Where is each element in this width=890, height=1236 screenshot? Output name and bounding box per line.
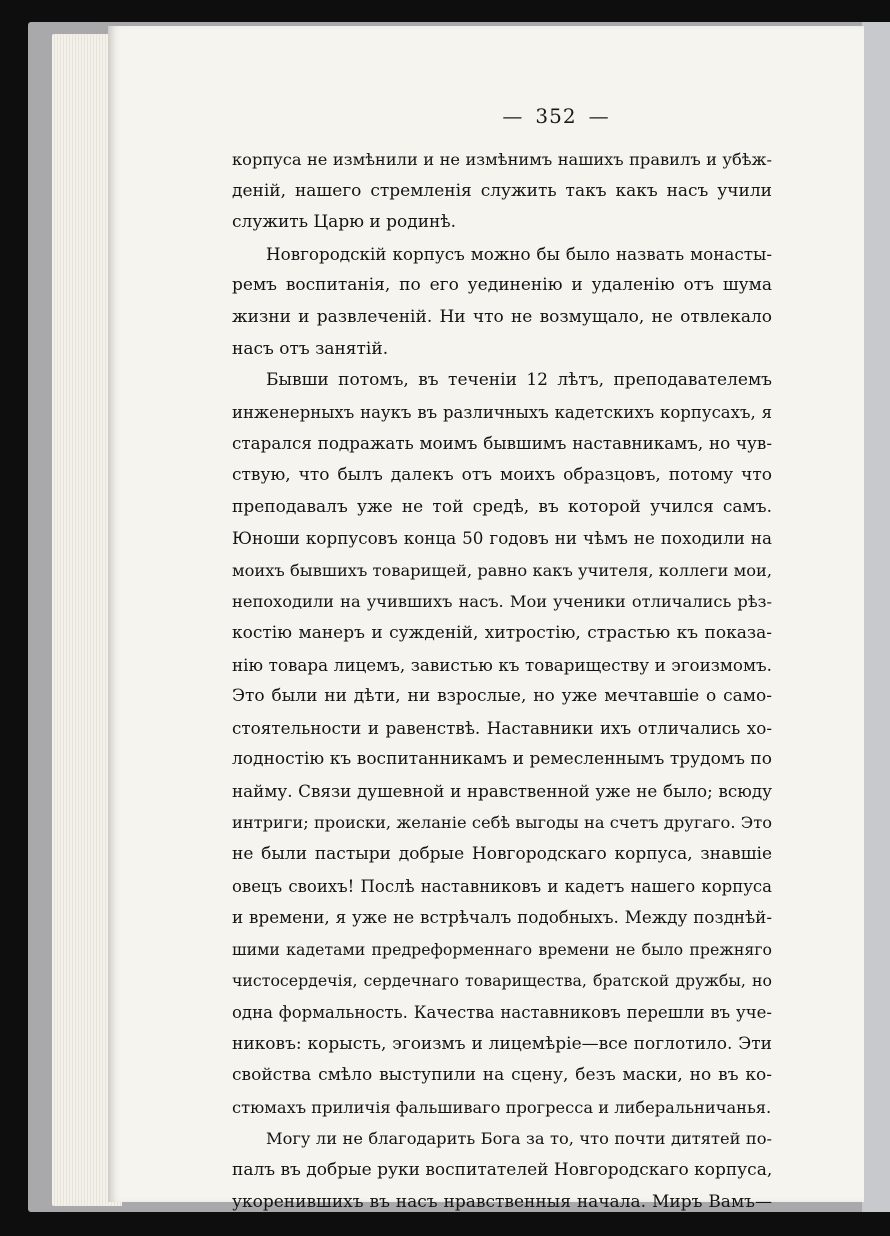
text-line: Новгородскій корпусъ можно бы было назвать монасты- [266,243,772,264]
text-line: непоходили на учившихъ насъ. Мои ученики отличались рѣз- [232,592,772,612]
text-line: костію манеръ и сужденій, хитростію, страстью къ показа- [232,622,772,643]
book-cover-edge [862,22,890,1212]
book-page [108,26,864,1212]
header-dash-left: — [502,104,524,128]
text-line: деній, нашего стремленія служить такъ какъ насъ учили [232,180,772,201]
text-line: чистосердечія, сердечнаго товарищества, братской дружбы, но [232,971,772,991]
text-line: стюмахъ приличія фальшиваго прогресса и либеральничанья. [232,1097,772,1117]
text-line: Могу ли не благодарить Бога за то, что почти дитятей по- [266,1129,772,1149]
text-line: овецъ своихъ! Послѣ наставниковъ и кадетъ нашего корпуса [232,876,772,896]
text-line: не были пастыри добрые Новгородскаго корпуса, знавшіе [232,844,772,865]
page-header [108,104,864,128]
text-line: старался подражать моимъ бывшимъ наставникамъ, но чув- [232,433,772,454]
page-number: 352 [535,104,577,128]
text-line: лодностію къ воспитанникамъ и ремесленнымъ трудомъ по [232,749,772,770]
text-line: Это были ни дѣти, ни взрослые, но уже мечтавшіе о само- [232,686,772,707]
text-line: палъ въ добрые руки воспитателей Новгородскаго корпуса, [232,1160,773,1180]
text-line: никовъ: корысть, эгоизмъ и лицемѣріе—все поглотило. Эти [232,1033,772,1054]
text-line: шими кадетами предреформеннаго времени не было прежняго [232,939,772,959]
text-line: насъ отъ занятій. [232,338,389,359]
text-line: найму. Связи душевной и нравственной уже не было; всюду [232,780,772,801]
text-line: жизни и развлеченій. Ни что не возмущало, не отвлекало [232,306,772,327]
text-line: интриги; происки, желаніе себѣ выгоды на счетъ другаго. Это [232,813,772,833]
text-line: ремъ воспитанія, по его уединенію и удаленію отъ шума [232,275,772,296]
text-line: свойства смѣло выступили на сцену, безъ маски, но въ ко- [232,1065,772,1086]
text-line: корпуса не измѣнили и не измѣнимъ нашихъ правилъ и убѣж- [232,150,772,169]
text-line: нію товара лицемъ, завистью къ товариществу и эгоизмомъ. [232,654,772,675]
text-line: инженерныхъ наукъ въ различныхъ кадетскихъ корпусахъ, я [232,402,772,422]
body-text [232,144,772,1218]
text-line: служить Царю и родинѣ. [232,212,457,233]
text-line: стоятельности и равенствѣ. Наставники ихъ отличались хо- [232,717,772,738]
text-line: преподавалъ уже не той средѣ, въ которой учился самъ. [232,496,772,517]
text-line: Бывши потомъ, въ теченіи 12 лѣтъ, преподавателемъ [266,370,772,391]
text-line: одна формальность. Качества наставниковъ перешли въ уче- [232,1003,772,1023]
header-dash-right: — [588,104,610,128]
text-line: и времени, я уже не встрѣчалъ подобныхъ. Между позднѣй- [232,907,772,928]
text-line: ствую, что былъ далекъ отъ моихъ образцовъ, потому что [232,464,772,485]
text-line: моихъ бывшихъ товарищей, равно какъ учителя, коллеги мои, [232,560,772,580]
text-line: укоренившихъ въ насъ нравственныя начала. Миръ Вамъ— [232,1191,772,1212]
text-line: Юноши корпусовъ конца 50 годовъ ни чѣмъ не походили на [232,528,772,549]
